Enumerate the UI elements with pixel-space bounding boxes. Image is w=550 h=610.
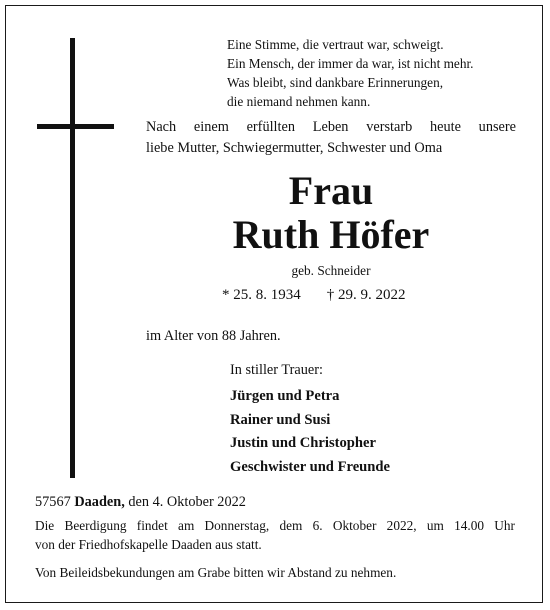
poem-line: die niemand nehmen kann. (227, 94, 371, 109)
notice-date: den 4. Oktober 2022 (128, 494, 246, 510)
intro-text (146, 117, 516, 159)
condolence-note: Von Beileidsbekundungen am Grabe bitten wir Abstand zu nehmen. (35, 565, 397, 580)
poem (227, 35, 474, 111)
intro-line-2: liebe Mutter, Schwiegermutter, Schwester und Oma (146, 140, 443, 156)
place-date-line (35, 493, 515, 512)
mourners-list (230, 385, 390, 479)
poem-line: Eine Stimme, die vertraut war, schweigt. (227, 37, 444, 52)
poem-line: Was bleibt, sind dankbare Erinnerungen, (227, 75, 444, 90)
place: Daaden, (74, 494, 125, 510)
mourner-name: Jürgen und Petra (230, 388, 340, 404)
cross-vertical-bar (70, 38, 75, 478)
funeral-line-2: von der Friedhofskapelle Daaden aus statt. (35, 537, 262, 552)
mourner-name: Justin und Christopher (230, 435, 376, 451)
footer (35, 493, 515, 582)
mourning-label: In stiller Trauer: (230, 362, 323, 378)
born-name: geb. Schneider (291, 263, 371, 278)
intro-line-1: Nach einem erfüllten Leben verstarb heute unsere (146, 119, 516, 135)
deceased-name: Ruth Höfer (232, 212, 430, 257)
deceased-title: Frau (288, 168, 374, 213)
cross-horizontal-bar (37, 124, 114, 129)
mourner-name: Rainer und Susi (230, 411, 331, 428)
postcode: 57567 (35, 494, 71, 510)
poem-line: Ein Mensch, der immer da war, ist nicht mehr. (227, 56, 474, 71)
death-date: † 29. 9. 2022 (326, 287, 406, 303)
mourner-name: Geschwister und Freunde (230, 458, 391, 475)
birth-date: * 25. 8. 1934 (222, 287, 301, 303)
funeral-line-1: Die Beerdigung findet am Donnerstag, dem 6. Oktober 2022, um 14.00 Uhr (35, 518, 515, 533)
age-text: im Alter von 88 Jahren. (146, 328, 281, 344)
life-dates (222, 287, 406, 304)
